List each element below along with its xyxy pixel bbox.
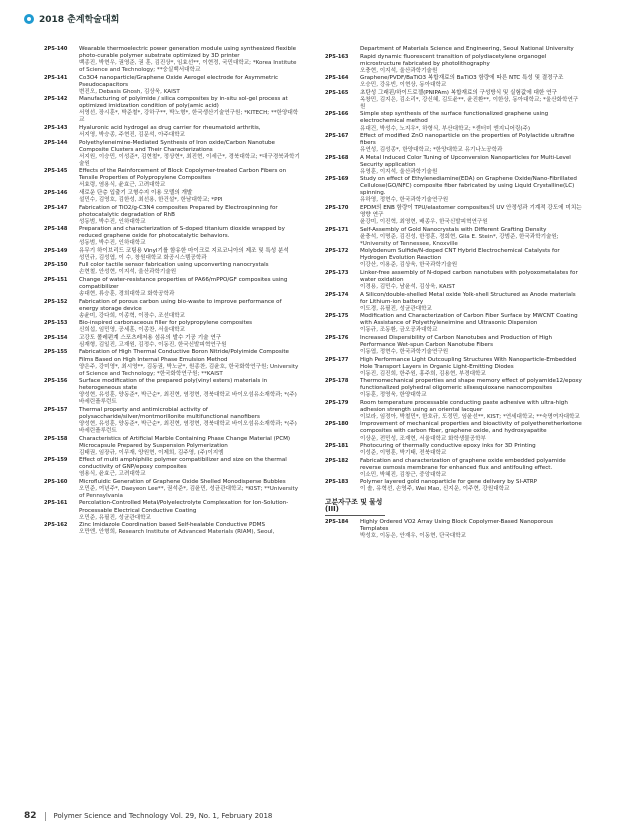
entry-body xyxy=(360,133,583,154)
entry-body xyxy=(360,227,583,248)
abstract-entry xyxy=(325,176,583,204)
entry-authors: 심재형, 김일진, 고재원, 김정수, 이동진, 한국신발피혁연구원 xyxy=(79,341,227,348)
entry-title: Molybdenum Sulfide/N-doped CNT Hybrid Electrochemical Catalysts for Hydrogen Evolution Reaction xyxy=(360,248,560,262)
entry-authors: 서영선, 장시훈*, 박준철*, 강하구**, 박노형*, 한국생산기술연구원; *KITECH; **한양대학교 xyxy=(79,110,299,124)
entry-body xyxy=(79,407,302,435)
entry-authors: 변진오, Debasis Ghosh, 김상욱, KAIST xyxy=(79,88,180,95)
entry-title: Graphene/PVDF/BaTiO3 복합재료의 BaTiO3 함량에 따른 NTC 특성 및 결정구조 xyxy=(360,75,564,82)
entry-code: 2PS-149 xyxy=(44,247,68,254)
entry-title: Improvement of mechanical properties and bioactivity of polyetheretherketone composites with carbon fiber, graphene oxide, and hydroxyapatite xyxy=(360,421,582,435)
entry-title: Co3O4 nanoparticle/Graphene Oxide Aerogel electrode for Asymmetric Pseudocapacitors xyxy=(79,74,279,88)
abstract-entry xyxy=(325,111,583,132)
entry-body xyxy=(360,443,583,457)
left-column xyxy=(44,46,302,537)
abstract-entry xyxy=(44,500,302,521)
entry-body xyxy=(79,140,302,168)
entry-code: 2PS-157 xyxy=(44,406,68,413)
abstract-entry xyxy=(44,479,302,500)
entry-code: 2PS-154 xyxy=(44,334,68,341)
entry-authors: 이동훈, 정영욱, 한양대학교 xyxy=(360,392,427,399)
entry-body xyxy=(360,270,583,291)
entry-title: Modification and Characterization of Carbon Fiber Surface by MWCNT Coating with Assistance of Polyethyleneimine and Ultrasonic Dispersion xyxy=(360,313,578,327)
entry-code: 2PS-184 xyxy=(325,518,349,525)
abstract-entry xyxy=(325,248,583,269)
entry-title: Polyethyleneimine-Mediated Synthesis of Iron oxide/Carbon Nanotube Composite Clusters and Their Characterizations xyxy=(79,139,275,153)
entry-title: High Performance Light Outcoupling Structures With Nanoparticle-Embedded Hole Transport Layers in Organic Light-Emitting Diodes xyxy=(360,356,577,370)
entry-authors: 설민수, 김영호, 김한성, 최선용, 한건설*, 한남대학교; *PPI xyxy=(79,196,223,203)
entry-authors: 양성현, 유성훈, 양동준*, 박근순*, 최진현, 염정현, 경북대학교 바이오섬유소재학과; *(주)바세린플루런트 xyxy=(79,392,297,406)
entry-body xyxy=(360,205,583,226)
entry-authors: 송대현, 류승훈, 경희대학교 화학공학과 xyxy=(79,291,175,298)
abstract-entry xyxy=(44,262,302,276)
entry-authors: 이도경, 유필진, 성균관대학교 xyxy=(360,305,432,312)
entry-code: 2PS-176 xyxy=(325,334,349,341)
entry-body xyxy=(79,248,302,262)
entry-code: 2PS-165 xyxy=(325,89,349,96)
entry-body xyxy=(360,54,583,75)
entry-code: 2PS-180 xyxy=(325,421,349,428)
entry-title: Self-Assembly of Gold Nanocrystals with Different Grafting Density xyxy=(360,226,547,233)
entry-authors: 옥창민, 김지은, 김소리*, 강신혜, 김도윤**, 윤진환**, 이한상, 동아대학교; *울산화학연구원 xyxy=(360,96,579,110)
entry-body xyxy=(79,479,302,500)
entry-authors: 송윤미, 강다희, 이종혁, 이장수, 조선대학교 xyxy=(79,312,186,319)
abstract-entry xyxy=(325,292,583,313)
entry-title: 고강도 폴레펀계 스포츠레저용 섬유의 발수 기공 기술 연구 xyxy=(79,334,222,341)
entry-authors: 백종진, 박현우, 권영준, 권 훈, 김진상*, 임효선**, 이현정, 국민대학교; *Korea Institute of Science and Technology; **숭실백서대학교 xyxy=(79,60,297,74)
entry-body xyxy=(79,75,302,96)
entry-body xyxy=(79,436,302,457)
section-entry-list xyxy=(325,519,583,540)
entry-code: 2PS-172 xyxy=(325,248,349,255)
entry-authors: 오민준, 유필진, 성균관대학교 xyxy=(79,514,151,521)
entry-body xyxy=(360,378,583,399)
abstract-entry xyxy=(325,75,583,89)
entry-body xyxy=(79,299,302,320)
entry-code: 2PS-159 xyxy=(44,457,68,464)
header-title: 2018 춘계학술대회 xyxy=(39,15,120,25)
entry-authors: 유연성, 김성종*, 한양대학교; *한양대학교 유기나노공학과 xyxy=(360,147,503,154)
entry-title: Increased Dispersibility of Carbon Nanotubes and Production of High Performance Wet-spun Carbon Nanotube Fibers xyxy=(360,334,553,348)
abstract-entry xyxy=(325,227,583,248)
entry-body xyxy=(79,320,302,334)
entry-body xyxy=(79,125,302,139)
entry-title: Bio-inspired carbonaceous filler for polypropylene composites xyxy=(79,320,253,327)
entry-title: Effect of modified ZnO nanoparticle on the properties of Polylactide ultrafine fibers xyxy=(360,133,575,147)
abstract-entry xyxy=(44,248,302,262)
entry-authors: 오승민, 강유빈, 이현상, 동아대학교 xyxy=(360,82,447,89)
entry-authors: 손현철, 안성현, 이지석, 울산과학기술원 xyxy=(79,269,177,276)
entry-code: 2PS-178 xyxy=(325,378,349,385)
abstract-entry xyxy=(44,407,302,435)
entry-title: Surface modification of the prepared poly(vinyl esters) materials in heterogeneous state xyxy=(79,378,268,392)
entry-title: 새로운 단층 입출기 고형수지 이용 모델의 개발 xyxy=(79,189,193,196)
entry-body xyxy=(79,205,302,226)
entry-title: Highly Ordered VO2 Array Using Block Copolymer-Based Nanoporous Templates xyxy=(360,518,554,532)
entry-authors: 성민규, 김성엽, 이 수, 창원대학교 화공시스템공학과 xyxy=(79,254,207,261)
entry-title: Study on effect of Ethylenediamine(EDA) on Graphene Oxide/Nano-Fibrillated Cellulose(GO/NFC) composite fiber fabricated by using Liquid Crystalline(LC) spinning. xyxy=(360,176,577,197)
entry-authors: 이강산, 이용준, 김상욱, 한국과학기술원 xyxy=(360,262,458,269)
entry-body xyxy=(360,75,583,89)
entry-title: Change of water-resistance properties of PA66/mPPO/GF composites using compatibilizer xyxy=(79,277,288,291)
entry-body xyxy=(360,479,583,493)
entry-code: 2PS-173 xyxy=(325,269,349,276)
abstract-entry xyxy=(44,75,302,96)
entry-title: Characteristics of Artificial Marble Containing Phase Change Material (PCM) Microcapsule Prepared by Suspension Polymerization xyxy=(79,435,291,449)
entry-code: 2PS-163 xyxy=(325,53,349,60)
entry-code: 2PS-162 xyxy=(44,522,68,529)
entry-code: 2PS-160 xyxy=(44,478,68,485)
abstract-entry xyxy=(44,320,302,334)
entry-code: 2PS-168 xyxy=(325,154,349,161)
entry-title: EPDM의 ENB 함량이 TPU/elastomer composites의 UV 안정성과 기계적 강도에 미치는 영향 연구 xyxy=(360,205,582,219)
entry-body xyxy=(79,190,302,204)
entry-body xyxy=(360,421,583,442)
entry-title: Hyaluronic acid hydrogel as drug carrier for rheumatoid arthritis, xyxy=(79,125,261,132)
entry-code: 2PS-150 xyxy=(44,262,68,269)
entry-authors: 오충현, 이지석, 울산과학기술원 xyxy=(360,67,438,74)
entry-code: 2PS-145 xyxy=(44,168,68,175)
conference-logo-icon xyxy=(24,14,34,24)
entry-authors: 오민준, 여년주*, Daeyeon Lee**, 권석준*, 김윤민, 성균관대학교; *KIST; **University of Pennsylvania xyxy=(79,485,299,499)
entry-code: 2PS-142 xyxy=(44,96,68,103)
abstract-entry xyxy=(44,190,302,204)
entry-code: 2PS-167 xyxy=(325,133,349,140)
abstract-entry xyxy=(325,205,583,226)
entry-title: 유무기 하이브리드 코팅용 Vinyl기를 함유한 마이크로 지르코니아의 제조 및 특성 분석 xyxy=(79,247,289,254)
abstract-entry xyxy=(325,378,583,399)
abstract-entry xyxy=(325,519,583,540)
entry-code: 2PS-147 xyxy=(44,204,68,211)
entry-body xyxy=(79,500,302,521)
abstract-entry xyxy=(44,436,302,457)
entry-body xyxy=(360,458,583,479)
entry-code: 2PS-166 xyxy=(325,111,349,118)
entry-code: 2PS-182 xyxy=(325,457,349,464)
entry-code: 2PS-144 xyxy=(44,139,68,146)
entry-title: Thermomechanical properties and shape memory effect of polyamide12/epoxy functionalized polyhedral oligomeric silsesquioxane nanocomposites xyxy=(360,378,582,392)
entry-body xyxy=(79,335,302,349)
entry-body xyxy=(79,96,302,124)
entry-body xyxy=(360,176,583,204)
entry-title: Polymer layered gold nanoparticle for gene delivery by SI-ATRP xyxy=(360,479,538,486)
entry-code: 2PS-181 xyxy=(325,443,349,450)
entry-body xyxy=(79,457,302,478)
abstract-entry xyxy=(325,443,583,457)
entry-body xyxy=(360,357,583,378)
entry-body xyxy=(79,349,302,377)
entry-authors: 윤강미, 이진혁, 최영현, 배종우, 한국신발피혁연구원 xyxy=(360,219,488,226)
entry-body xyxy=(79,262,302,276)
entry-code: 2PS-151 xyxy=(44,277,68,283)
abstract-entry xyxy=(44,335,302,349)
abstract-entry xyxy=(325,479,583,493)
abstract-entry xyxy=(44,226,302,247)
entry-authors: 양은주, 강미영*, 최시영**, 김동권, 박노균*, 원종찬, 김윤호, 한국화학연구원; University of Science and Technology; *한국화학연구원; **KAIST xyxy=(79,363,299,377)
entry-body xyxy=(79,46,302,74)
abstract-entry xyxy=(44,299,302,320)
abstract-entry xyxy=(44,96,302,124)
entry-title: 초탄성 그래핀/하이드로젤(PNIPAm) 복합재료의 구성방식 및 실험값에 대한 연구 xyxy=(360,89,557,96)
entry-title: Effect of multi amphiphilic polymer compatibilizer and size on the thermal conductivity of GNP/epoxy composites xyxy=(79,457,287,471)
entry-code: 2PS-170 xyxy=(325,205,349,212)
entry-body xyxy=(360,155,583,176)
abstract-entry xyxy=(44,378,302,406)
abstract-entry xyxy=(44,140,302,168)
entry-body xyxy=(360,90,583,111)
entry-title: Simple step synthesis of the surface functionalized graphene using electrochemical method xyxy=(360,111,549,125)
entry-title: Manufacturing of polyimide / silica composites by in-situ sol-gel process at optimized imidization condition of poly(amic acid) xyxy=(79,96,288,110)
entry-authors: 이상운, 전민성, 조재현, 서울대학교 화학생물공학부 xyxy=(360,435,486,442)
entry-authors: 윤충석, 이명준, 김진성, 한정훈, 정회현, Gila E. Stein*, 강범준, 한국과학기술원; *University of Tennessee, Knoxville xyxy=(360,233,559,247)
entry-title: Wearable thermoelectric power generation module using synthesized flexible photo-curable polymer substrate optimized by 3D printer xyxy=(79,46,297,60)
section-heading: 고분자구조 및 물성(III) xyxy=(325,499,385,515)
continuation-text: Department of Materials Science and Engineering, Seoul National University xyxy=(360,46,574,52)
entry-title: Percolation-Controlled Metal/Polyelectrolyte Complexation for Ion-Solution-Processable Electrical Conductive Coating xyxy=(79,500,289,514)
entry-title: A Metal Induced Color Tuning of Upconversion Nanoparticles for Multi-Level Security application xyxy=(360,154,571,168)
abstract-entry xyxy=(44,349,302,377)
entry-authors: 이동규, 조동환, 금오공과대학교 xyxy=(360,327,438,334)
abstract-entry xyxy=(325,155,583,176)
abstract-entry xyxy=(44,522,302,536)
abstract-entry xyxy=(44,46,302,74)
entry-title: Fabrication of High Thermal Conductive Boron Nitride/Polyimide Composite Films Based on High Internal Phase Emulsion Method xyxy=(79,349,289,363)
abstract-entry xyxy=(325,133,583,154)
entry-code: 2PS-158 xyxy=(44,435,68,442)
entry-code: 2PS-164 xyxy=(325,75,349,82)
entry-authors: 이경용, 김민수, 남윤석, 김상욱, KAIST xyxy=(360,284,456,291)
entry-title: Rapid dynamic fluorescent transition of polydiacetylene organogel microstructure fabricated by photolithography xyxy=(360,53,547,67)
entry-code: 2PS-143 xyxy=(44,125,68,132)
entry-authors: 유하영, 정현수, 한국과학기술연구원 xyxy=(360,197,449,204)
abstract-entry xyxy=(44,125,302,139)
abstract-entry xyxy=(325,421,583,442)
entry-code: 2PS-171 xyxy=(325,226,349,233)
entry-authors: 이성준, 이명훈, 박기태, 전북대학교 xyxy=(360,450,447,457)
page-footer xyxy=(24,811,272,821)
entry-authors: 이동엽, 정현수, 한국과학기술연구원 xyxy=(360,348,449,355)
entry-code: 2PS-146 xyxy=(44,189,68,196)
entry-title: A Silicon/double-shelled Metal oxide Yolk-shell Structured as Anode materials for Lithium-ion battery xyxy=(360,291,576,305)
entry-title: Fabrication of TiO2/g-C3N4 composites Prepared by Electrospinning for photocatalytic degradation of RhB xyxy=(79,204,278,218)
abstract-entry xyxy=(44,168,302,189)
entry-title: Microfluidic Generation of Graphene Oxide Shelled Monodisperse Bubbles xyxy=(79,478,286,485)
journal-citation: Polymer Science and Technology Vol. 29, No. 1, February 2018 xyxy=(53,812,273,820)
entry-title: Room temperature processable conducting paste adhesive with ultra-high adhesion strength using an oriental lacquer xyxy=(360,399,568,413)
abstract-entry xyxy=(325,335,583,356)
footer-divider xyxy=(45,812,46,821)
abstract-entry xyxy=(325,458,583,479)
entry-title: Fabrication of porous carbon using bio-waste to improve performance of energy storage device xyxy=(79,298,282,312)
entry-code: 2PS-140 xyxy=(44,46,68,52)
entry-code: 2PS-175 xyxy=(325,313,349,320)
entry-body xyxy=(79,226,302,247)
abstract-entry xyxy=(325,270,583,291)
entry-authors: 오만엔, 안형희, Research Institute of Advanced Materials (RIAM), Seoul, xyxy=(79,529,275,536)
entry-authors: 양성현, 유성훈, 양동준*, 박근순*, 최진현, 염정현, 경북대학교 바이오섬유소재학과; *(주)바세린플루런트 xyxy=(79,420,297,434)
entry-code: 2PS-153 xyxy=(44,320,68,327)
entry-authors: 서지원, 이승민, 이성준*, 김현철*, 정상현*, 최진현, 이세근*, 경북대학교; *대구경북과학기술원 xyxy=(79,153,300,167)
page-header xyxy=(24,12,119,25)
entry-body xyxy=(360,519,583,540)
entry-code: 2PS-156 xyxy=(44,378,68,385)
entry-body xyxy=(360,292,583,313)
entry-authors: 김태권, 임장규, 이무재, 양원현, 이제희, 김주영, (주)이지엠 xyxy=(79,449,224,456)
entry-title: Photocuring of thermally conductive epoxy inks for 3D Printing xyxy=(360,443,536,450)
right-column xyxy=(325,46,583,540)
entry-authors: 성동범, 박수진, 인하대학교 xyxy=(79,218,146,225)
entry-code: 2PS-141 xyxy=(44,74,68,81)
abstract-entry xyxy=(325,90,583,111)
abstract-entry xyxy=(44,205,302,226)
entry-body xyxy=(360,111,583,132)
entry-title: Zinc Imidazole Coordination based Self-healable Conductive PDMS xyxy=(79,522,266,529)
entry-authors: 신희섭, 임민영, 공세훈, 이종찬, 서울대학교 xyxy=(79,327,186,334)
entry-body xyxy=(79,378,302,406)
entry-authors: 이보라, 임정아, 박철민*, 한호규, 도정민, 임윤선**, KIST; *연세대학교; **숙명여자대학교 xyxy=(360,413,580,420)
entry-code: 2PS-155 xyxy=(44,349,68,356)
entry-authors: 유영훈, 이지석, 울산과학기술원 xyxy=(360,168,438,175)
page-number: 82 xyxy=(24,811,37,821)
right-entry-list xyxy=(325,54,583,494)
entry-authors: 박성호, 이동은, 안재우, 이동현, 단국대학교 xyxy=(360,532,467,539)
abstract-entry xyxy=(325,54,583,75)
entry-title: Linker-free assembly of N-doped carbon nanotubes with polyoxometalates for water oxidation xyxy=(360,269,578,283)
entry-body xyxy=(360,335,583,356)
entry-body xyxy=(79,522,302,536)
entry-title: Effects of the Reinforcement of Block Copolymer-treated Carbon Fibers on Tensile Properties of Polypropylene Composites xyxy=(79,168,287,182)
entry-authors: 염용식, 윤효근, 고려대학교 xyxy=(79,471,146,478)
entry-body xyxy=(360,248,583,269)
entry-title: Fabrication and characterization of graphene oxide embedded polyamide reverse osmosis membrane for enhanced flux and antifouling effect. xyxy=(360,457,566,471)
entry-title: Full color tactile sensor fabrication using upconverting nanocrystals xyxy=(79,262,269,269)
abstract-entry xyxy=(44,457,302,478)
entry-authors: 유대건, 박성수, 노지우*, 하형식, 부산대학교; *센터미 엔지니어링(주) xyxy=(360,125,531,132)
entry-title: Preparation and characterization of S-doped titanium dioxide wrapped by reduced graphene oxide for photocatalytic behaviors. xyxy=(79,226,285,240)
entry-body xyxy=(360,400,583,421)
entry-authors: 서지영, 박승종, 주현진, 김문석, 아주대학교 xyxy=(79,132,186,139)
entry-authors: 성동범, 박수진, 인하대학교 xyxy=(79,240,146,247)
abstract-entry xyxy=(325,400,583,421)
entry-code: 2PS-148 xyxy=(44,226,68,233)
entry-code: 2PS-161 xyxy=(44,500,68,507)
entry-code: 2PS-179 xyxy=(325,399,349,406)
abstract-entry xyxy=(325,313,583,334)
entry-code: 2PS-174 xyxy=(325,291,349,298)
entry-authors: 이동진, 김진희, 한주원, 홍주희, 김용현, 부경대학교 xyxy=(360,370,486,377)
entry-authors: 이 솔, 유혁선, 손영주, Wei Mao, 신지운, 이주현, 강원대학교 xyxy=(360,486,510,493)
entry-authors: 서효령, 염용식, 윤효근, 고려대학교 xyxy=(79,182,166,189)
entry-body xyxy=(79,277,302,298)
entry-code: 2PS-183 xyxy=(325,479,349,486)
entry-code: 2PS-152 xyxy=(44,298,68,305)
entry-title: Thermal property and antimicrobial activity of polysaccharide/silver/montmorillonite multifunctional nanofibers xyxy=(79,406,260,420)
entry-body xyxy=(79,168,302,189)
entry-code: 2PS-169 xyxy=(325,176,349,183)
entry-body xyxy=(360,313,583,334)
abstract-entry xyxy=(325,357,583,378)
entry-code: 2PS-177 xyxy=(325,356,349,363)
abstract-entry xyxy=(44,277,302,298)
entry-authors: 이소민, 박혜진, 김창근, 중앙대학교 xyxy=(360,471,447,478)
